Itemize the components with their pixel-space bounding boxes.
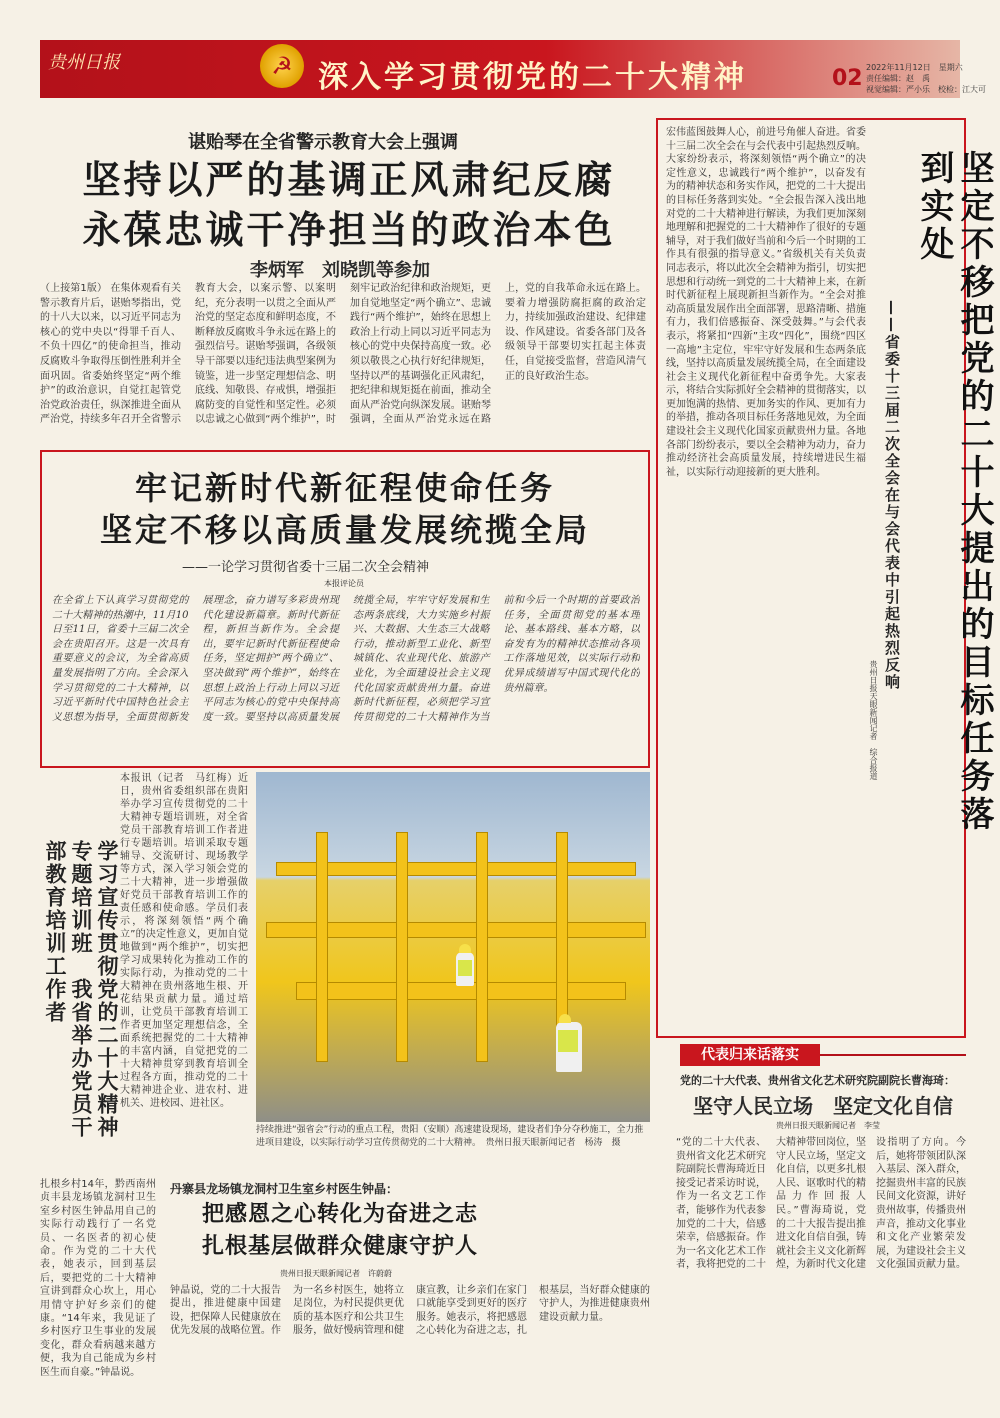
representative-headline: 坚守人民立场 坚定文化自信 <box>693 1094 953 1118</box>
worker-figure <box>556 1022 582 1072</box>
doctor-reporter: 贵州日报天眼新闻记者 许蔚蔚 <box>280 1269 392 1278</box>
section-title: 深入学习贯彻党的二十大精神 <box>318 60 747 95</box>
right-feature-subtitle: ——省委十三届二次全会在与会代表中引起热烈反响 <box>883 300 901 691</box>
representative-reporter: 贵州日报天眼新闻记者 李莹 <box>776 1121 880 1130</box>
editorial-author: 本报评论员 <box>324 579 364 588</box>
party-emblem-icon: ☭ <box>260 44 304 88</box>
paper-name: 贵州日报 <box>48 52 120 73</box>
masthead <box>0 0 1000 112</box>
lead-headline-2: 永葆忠诚干净担当的政治本色 <box>82 208 616 252</box>
right-feature-title: 坚定不移把党的二十大提出的目标任务落到实处 <box>914 150 994 834</box>
right-feature-reporters: 贵州日报天眼新闻记者 综合报道 <box>869 660 878 780</box>
date-info: 2022年11月12日 星期六 责任编辑：赵 禹 视觉编辑：严小乐 校检：江大可 <box>866 63 986 94</box>
training-body: 本报讯（记者 马红梅）近日，贵州省委组织部在贵阳举办学习宣传贯彻党的二十大精神专题培训班，对全省党员干部教育培训工作者进行专题培训。培训采取专题辅导、交流研讨、现场教学等方式，深入学习领会党的二十大精神，进一步增强做好党员干部教育培训工作的责任感和使命感。学员们表示，将深刻领悟“两个确立”的决定性意义，更加自觉地做到“两个维护”，切实把学习成果转化为推动工作的实际行动，为推动党的二十大精神在贵州落地生根、开花结果贡献力量。通过培训，让党员干部教育培训工作者更加坚定理想信念，全面系统把握党的二十大精神的丰富内涵，自觉把党的二十大精神贯穿到教育培训全过程各方面，推动党的二十大精神进企业、进农村、进机关、进校园、进社区。 <box>120 773 248 1109</box>
representative-kicker: 党的二十大代表、贵州省文化艺术研究院副院长曹海琦： <box>680 1074 955 1087</box>
lead-kicker: 谌贻琴在全省警示教育大会上强调 <box>188 132 458 153</box>
tag-rule <box>820 1054 966 1056</box>
editorial-body: 在全省上下认真学习贯彻党的二十大精神的热潮中，11月10日至11日，省委十三届二次全会在贵阳召开。这是一次具有重要意义的会议，为全省高质量发展指明了方向。全会深入学习贯彻党的二十大精神，以习近平新时代中国特色社会主义思想为指导，全面贯彻新发展理念，奋力谱写多彩贵州现代化建设新篇章。新时代新征程，新担当新作为。全会提出，要牢记新时代新征程使命任务，坚定拥护“两个确立”、坚决做到“两个维护”，始终在思想上政治上行动上同以习近平同志为核心的党中央保持高度一致。要坚持以高质量发展统揽全局，牢牢守好发展和生态两条底线，大力实施乡村振兴、大数据、大生态三大战略行动，推动新型工业化、新型城镇化、农业现代化、旅游产业化，为全面建设社会主义现代化国家贡献贵州力量。奋进新时代新征程，必须把学习宣传贯彻党的二十大精神作为当前和今后一个时期的首要政治任务，全面贯彻党的基本理论、基本路线、基本方略，以奋发有为的精神状态推动各项工作落地见效，以实际行动和优异成绩谱写中国式现代化的贵州篇章。 <box>52 595 640 723</box>
editorial-subtitle: ——一论学习贯彻省委十三届二次全会精神 <box>182 560 430 575</box>
photo-caption: 持续推进“强省会”行动的重点工程，贵阳（安顺）高速建设现场，建设者们争分夺秒施工，全力推进项目建设，以实际行动学习宣传贯彻党的二十大精神。 贵州日报天眼新闻记者 杨涛 摄 <box>256 1125 644 1148</box>
right-feature-body: 宏伟蓝图鼓舞人心，前进号角催人奋进。省委十三届二次全会在与会代表中引起热烈反响。大家纷纷表示，将深刻领悟“两个确立”的决定性意义，忠诚践行“两个维护”，以奋发有为的精神状态和务实作风，把党的二十大提出的目标任务落到实处。“全会报告深入浅出地对党的二十大精神进行解读，为我们更加深刻地理解和把握党的二十大精神作了很好的专题辅导，对于我们做好当前和今后一个时期的工作具有很强的指导意义。”省级机关有关负责同志表示，将以此次全会精神为指引，切实把思想和行动统一到党的二十大精神上来，在新时代新征程上展现新担当新作为。“全会对推动高质量发展作出全面部署，思路清晰、措施有力，我们倍感振奋、深受鼓舞。”与会代表表示，将紧扣“四新”主攻“四化”，围绕“四区一高地”主定位，牢牢守好发展和生态两条底线，坚持以高质量发展统揽全局，在全面建设社会主义现代化新征程中奋勇争先。大家表示，将结合实际抓好全会精神的贯彻落实，以更加饱满的热情、更加务实的作风、更加有力的举措，推动各项目标任务落地见效，为全面建设社会主义现代化国家贡献贵州力量。各地各部门纷纷表示，要以全会精神为动力，奋力推动经济社会高质量发展，持续增进民生福祉，以实际行动迎接新的更大胜利。 <box>666 127 866 478</box>
doctor-body-right: 钟晶说，党的二十大报告提出，推进健康中国建设，把保障人民健康放在优先发展的战略位置。作为一名乡村医生，她将立足岗位，为村民提供更优质的基本医疗和公共卫生服务，做好慢病管理和健康宣教，让乡亲们在家门口就能享受到更好的医疗服务。她表示，将把感恩之心转化为奋进之志，扎根基层，当好群众健康的守护人，为推进健康贵州建设贡献力量。 <box>170 1285 650 1337</box>
page-number: 02 <box>832 66 863 91</box>
construction-photo <box>256 772 650 1122</box>
lead-byline: 李炳军 刘晓凯等参加 <box>250 260 430 281</box>
doctor-kicker: 丹寨县龙场镇龙洞村卫生室乡村医生钟晶： <box>170 1182 399 1196</box>
editorial-box <box>40 450 650 768</box>
lead-body: （上接第1版） 在集体观看有关警示教育片后，谌贻琴指出，党的十八大以来，以习近平同志为核心的党中央以“得罪千百人、不负十四亿”的使命担当，推动反腐败斗争取得压倒性胜利并全面巩固。省委始终坚定“两个维护”的政治意识，自觉扛起管党治党政治责任，纵深推进全面从严治党，持续多年召开全省警示教育大会，以案示警、以案明纪，充分表明一以贯之全面从严治党的坚定态度和鲜明态度，不断释放反腐败斗争永远在路上的强烈信号。谌贻琴强调，各级领导干部要以违纪违法典型案例为镜鉴，进一步坚定理想信念、明底线、知敬畏、存戒惧，增强拒腐防变的自觉性和坚定性。必须以忠诚之心做到“两个维护”，时刻牢记政治纪律和政治规矩，更加自觉地坚定“两个确立”、忠诚践行“两个维护”，始终在思想上政治上行动上同以习近平同志为核心的党中央保持高度一致。必须以敬畏之心执行好纪律规矩，坚持以严的基调强化正风肃纪，把纪律和规矩挺在前面，推动全面从严治党向纵深发展。谌贻琴强调，全面从严治党永远在路上，党的自我革命永远在路上。要着力增强防腐拒腐的政治定力，持续加强政治建设、纪律建设、作风建设。省委各部门及各级领导干部要切实扛起主体责任，自觉接受监督，营造风清气正的良好政治生态。 <box>40 283 646 426</box>
training-headline: 学习宣传贯彻党的二十大精神专题培训班 我省举办党员干部教育培训工作者 <box>43 840 119 1139</box>
doctor-body-left: 扎根乡村14年，黔西南州贞丰县龙场镇龙洞村卫生室乡村医生钟晶用自己的实际行动践行了一名党员、一名医者的初心使命。作为党的二十大代表，她表示，回到基层后，要把党的二十大精神宣讲到群众心坎上，用心用情守护好乡亲们的健康。“14年来，我见证了乡村医疗卫生事业的发展变化，群众看病越来越方便，我为自己能成为乡村医生而自豪。”钟晶说。 <box>40 1179 156 1378</box>
editorial-headline-1: 牢记新时代新征程使命任务 <box>134 469 555 507</box>
section-tag: 代表归来话落实 <box>680 1044 820 1066</box>
worker-figure <box>456 952 474 986</box>
doctor-headline-2: 扎根基层做群众健康守护人 <box>201 1234 478 1259</box>
doctor-headline-1: 把感恩之心转化为奋进之志 <box>201 1202 478 1227</box>
training-article <box>40 772 250 1162</box>
lead-article <box>40 118 650 448</box>
doctor-article <box>40 1176 650 1416</box>
lead-headline-1: 坚持以严的基调正风肃纪反腐 <box>82 158 616 202</box>
representative-section <box>656 1044 966 1414</box>
editorial-headline-2: 坚定不移以高质量发展统揽全局 <box>99 511 590 549</box>
right-feature-box <box>656 118 994 1038</box>
representative-body: “党的二十大代表、贵州省文化艺术研究院副院长曹海琦近日接受记者采访时说，作为一名文艺工作者，能够作为代表参加党的二十大，倍感荣幸，倍感振奋。作为一名文化艺术工作者，我将把党的二十大精神带回岗位，坚守人民立场，坚定文化自信，以更多扎根人民、讴歌时代的精品力作回报人民。”曹海琦说，党的二十大报告提出推进文化自信自强，铸就社会主义文化新辉煌，为新时代文化建设指明了方向。今后，她将带领团队深入基层、深入群众，挖掘贵州丰富的民族民间文化资源，讲好贵州故事，传播贵州声音，推动文化事业和文化产业繁荣发展，为建设社会主义文化强国贡献力量。 <box>676 1137 966 1271</box>
